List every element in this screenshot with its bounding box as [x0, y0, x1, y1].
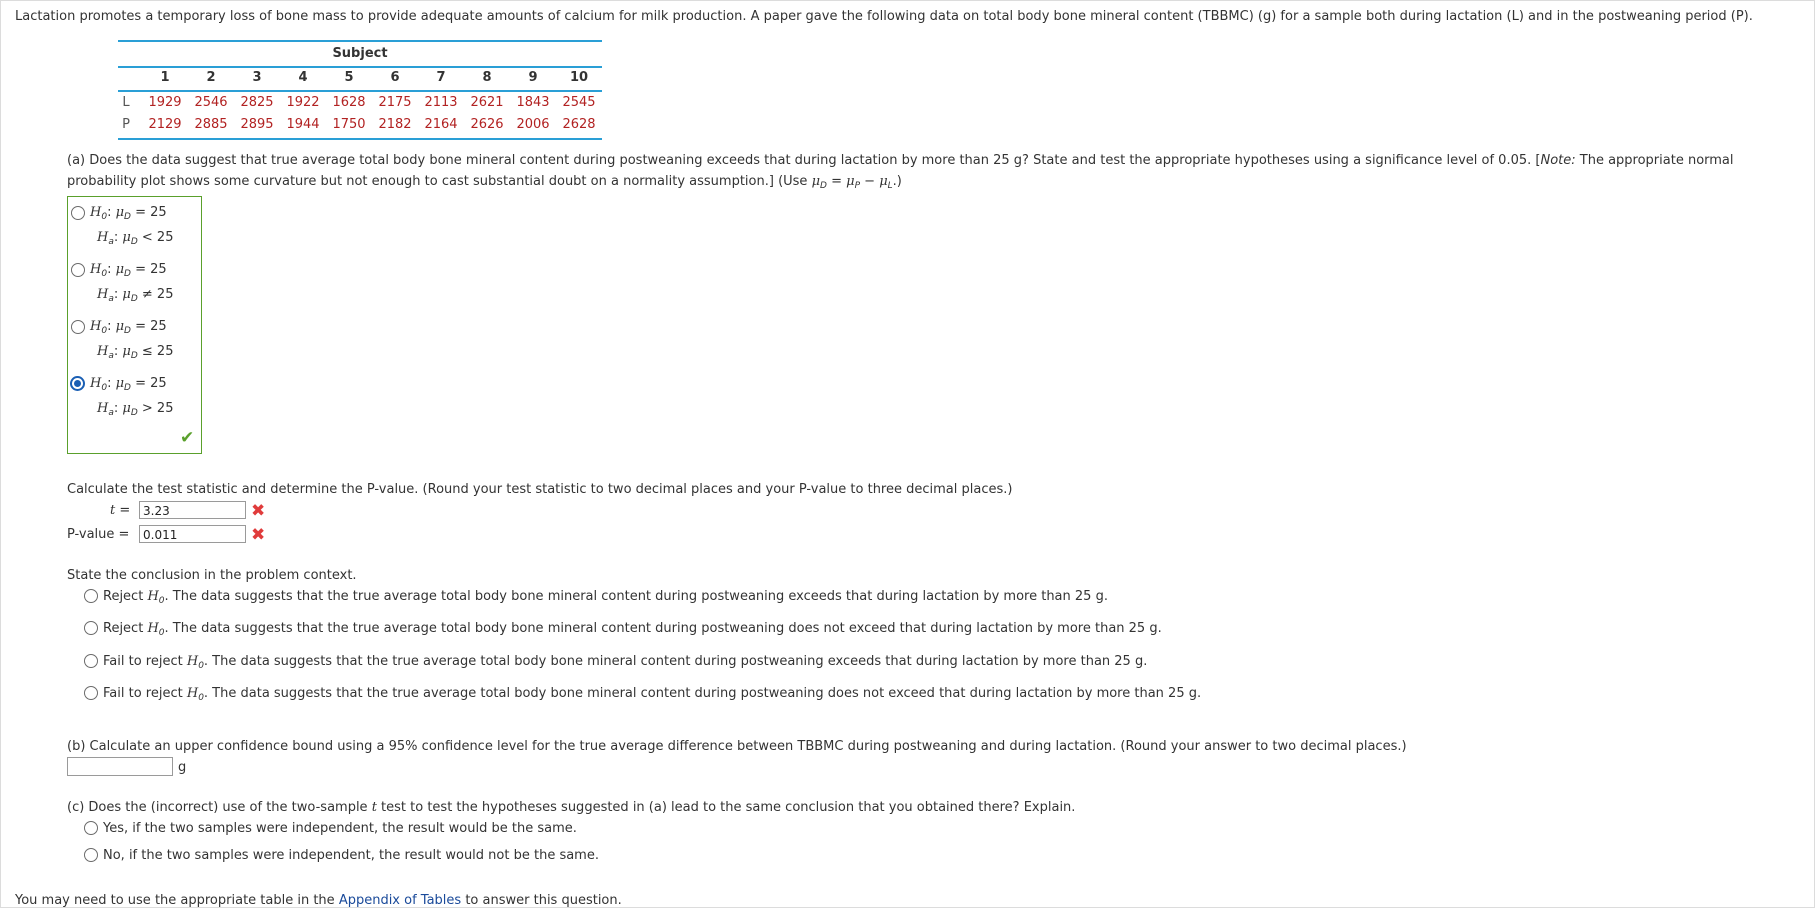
- table-header-rule: [118, 90, 602, 92]
- x-icon: ✖: [251, 501, 266, 521]
- table-cell: 2545: [562, 95, 596, 110]
- conclusion-option-1: Reject $H_0$. The data suggests that the true average total body bone mineral content during postweaning exceeds that during lactation by more than 25 g.: [103, 589, 1108, 606]
- table-cell: 1929: [148, 95, 182, 110]
- part-a-question-text: (a) Does the data suggest that true average total body bone mineral content during postweaning exceeds that during lactation by more than 25 g? State and test the appropriate hypotheses using a significance level of 0.05. [: [67, 153, 1541, 168]
- part-c-t-symbol: t: [371, 800, 377, 815]
- subject-header: 10: [569, 70, 589, 85]
- conclusion-radio-3[interactable]: [84, 654, 98, 668]
- subject-header: 5: [344, 70, 354, 85]
- h0-value: = 25: [135, 376, 167, 391]
- hypothesis-radio-4[interactable]: [70, 376, 85, 391]
- conclusion-lead: Fail to reject: [103, 654, 183, 669]
- subject-header: 9: [528, 70, 538, 85]
- part-c-question-text: (c) Does the (incorrect) use of the two-sample: [67, 800, 372, 815]
- table-cell: 1843: [516, 95, 550, 110]
- upper-bound-input[interactable]: [67, 757, 173, 776]
- hypothesis-radio-1[interactable]: [71, 206, 85, 220]
- table-cell: 2182: [378, 117, 412, 132]
- note-label: Note:: [1540, 153, 1576, 168]
- ha-value: ≠ 25: [141, 287, 174, 302]
- p-value-input[interactable]: 0.011: [139, 525, 246, 543]
- footer-note: [15, 893, 622, 908]
- conclusion-text: . The data suggests that the true average total body bone mineral content during postweaning exceeds that during lactation by more than 25 g.: [164, 589, 1108, 604]
- subject-header: 3: [252, 70, 262, 85]
- conclusion-option-4: Fail to reject $H_0$. The data suggests that the true average total body bone mineral content during postweaning does not exceed that during lactation by more than 25 g.: [103, 686, 1202, 703]
- h0-value: = 25: [135, 262, 167, 277]
- table-bottom-rule: [118, 138, 602, 140]
- table-cell: 2006: [516, 117, 550, 132]
- footer-text: You may need to use the appropriate table in the: [15, 893, 339, 908]
- conclusion-lead: Fail to reject: [103, 686, 183, 701]
- conclusion-radio-2[interactable]: [84, 621, 98, 635]
- x-icon: ✖: [251, 525, 266, 545]
- intro-text: Lactation promotes a temporary loss of bone mass to provide adequate amounts of calcium for milk production. A paper gave the following data on total body bone mineral content (TBBMC) (g) for a sample both during lactation (L) and in the postweaning period (P).: [15, 9, 1753, 24]
- table-cell: 2825: [240, 95, 274, 110]
- appendix-link[interactable]: Appendix of Tables: [338, 893, 462, 908]
- hypothesis-radio-3[interactable]: [71, 320, 85, 334]
- part-a-question-text: The appropriate normal: [1575, 153, 1734, 168]
- table-cell: 2129: [148, 117, 182, 132]
- conclusion-text: . The data suggests that the true average total body bone mineral content during postweaning exceeds that during lactation by more than 25 g.: [203, 654, 1148, 669]
- conclusion-radio-1[interactable]: [84, 589, 98, 603]
- h0-line: $H_0$: $\mu_D = 25$: [90, 319, 167, 336]
- part-c-question: [67, 800, 1075, 815]
- subject-header: 8: [482, 70, 492, 85]
- table-cell: 2175: [378, 95, 412, 110]
- conclusion-option-3: Fail to reject $H_0$. The data suggests that the true average total body bone mineral content during postweaning exceeds that during lactation by more than 25 g.: [103, 654, 1148, 671]
- h0-value: = 25: [135, 319, 167, 334]
- part-a-question: [67, 153, 1734, 168]
- h0-line: $H_0$: $\mu_D = 25$: [90, 205, 167, 222]
- subject-header: 6: [390, 70, 400, 85]
- hypothesis-radio-2[interactable]: [71, 263, 85, 277]
- h0-value: = 25: [135, 205, 167, 220]
- calc-prompt: Calculate the test statistic and determine the P-value. (Round your test statistic to two decimal places and your P-value to three decimal places.): [67, 482, 1013, 497]
- part-c-option-1: Yes, if the two samples were independent, the result would be the same.: [103, 821, 577, 836]
- subject-header: 4: [298, 70, 308, 85]
- table-cell: 2164: [424, 117, 458, 132]
- ha-value: ≤ 25: [141, 344, 174, 359]
- subject-header: 2: [206, 70, 216, 85]
- table-cell: 2621: [470, 95, 504, 110]
- subject-header: 7: [436, 70, 446, 85]
- t-label-text: t: [110, 503, 116, 518]
- conclusion-text: . The data suggests that the true average total body bone mineral content during postweaning does not exceed that during lactation by more than 25 g.: [203, 686, 1202, 701]
- ha-line: $H_a$: $\mu_D < 25$: [97, 230, 174, 247]
- check-icon: ✔: [180, 428, 195, 448]
- footer-text: to answer this question.: [461, 893, 622, 908]
- ha-value: < 25: [141, 230, 174, 245]
- conclusion-prompt: State the conclusion in the problem context.: [67, 568, 357, 583]
- h0-line: $H_0$: $\mu_D = 25$: [90, 376, 167, 393]
- ha-value: > 25: [141, 401, 174, 416]
- table-caption-rule: [118, 66, 602, 68]
- table-cell: 1944: [286, 117, 320, 132]
- table-cell: 2895: [240, 117, 274, 132]
- p-value-label: P-value =: [67, 527, 130, 542]
- ha-line: $H_a$: $\mu_D > 25$: [97, 401, 174, 418]
- conclusion-option-2: Reject $H_0$. The data suggests that the true average total body bone mineral content during postweaning does not exceed that during lactation by more than 25 g.: [103, 621, 1162, 638]
- table-cell: 2885: [194, 117, 228, 132]
- ha-line: $H_a$: $\mu_D \ne 25$: [97, 287, 174, 304]
- subject-header: 1: [160, 70, 170, 85]
- part-b-question: (b) Calculate an upper confidence bound using a 95% confidence level for the true average difference between TBBMC during postweaning and during lactation. (Round your answer to two decimal places.): [67, 739, 1407, 754]
- conclusion-lead: Reject: [103, 589, 144, 604]
- table-cell: 2113: [424, 95, 458, 110]
- conclusion-lead: Reject: [103, 621, 144, 636]
- t-statistic-input[interactable]: 3.23: [139, 501, 246, 519]
- t-label: t =: [110, 503, 131, 518]
- table-top-rule: [118, 40, 602, 42]
- unit-label: g: [178, 760, 187, 775]
- table-cell: 2628: [562, 117, 596, 132]
- conclusion-radio-4[interactable]: [84, 686, 98, 700]
- table-cell: 1750: [332, 117, 366, 132]
- part-a-question-text: probability plot shows some curvature but not enough to cast substantial doubt on a normality assumption.] (Use: [67, 174, 812, 189]
- table-cell: 1922: [286, 95, 320, 110]
- p-value-label-text: P-value: [67, 527, 115, 542]
- row-label: L: [122, 95, 130, 110]
- h0-line: $H_0$: $\mu_D = 25$: [90, 262, 167, 279]
- table-caption: Subject: [332, 46, 388, 61]
- part-c-radio-2[interactable]: [84, 848, 98, 862]
- table-cell: 1628: [332, 95, 366, 110]
- part-a-question-text: .): [892, 174, 902, 189]
- table-cell: 2546: [194, 95, 228, 110]
- part-c-question-text: test to test the hypotheses suggested in (a) lead to the same conclusion that you obtained there? Explain.: [376, 800, 1076, 815]
- part-c-option-2: No, if the two samples were independent, the result would not be the same.: [103, 848, 599, 863]
- part-a-question-line2: probability plot shows some curvature but not enough to cast substantial doubt on a normality assumption.] (Use $\mu_D = \mu_P - \mu_L$.): [67, 174, 902, 191]
- table-cell: 2626: [470, 117, 504, 132]
- ha-line: $H_a$: $\mu_D \le 25$: [97, 344, 174, 361]
- part-c-radio-1[interactable]: [84, 821, 98, 835]
- row-label: P: [122, 117, 130, 132]
- conclusion-text: . The data suggests that the true average total body bone mineral content during postweaning does not exceed that during lactation by more than 25 g.: [164, 621, 1162, 636]
